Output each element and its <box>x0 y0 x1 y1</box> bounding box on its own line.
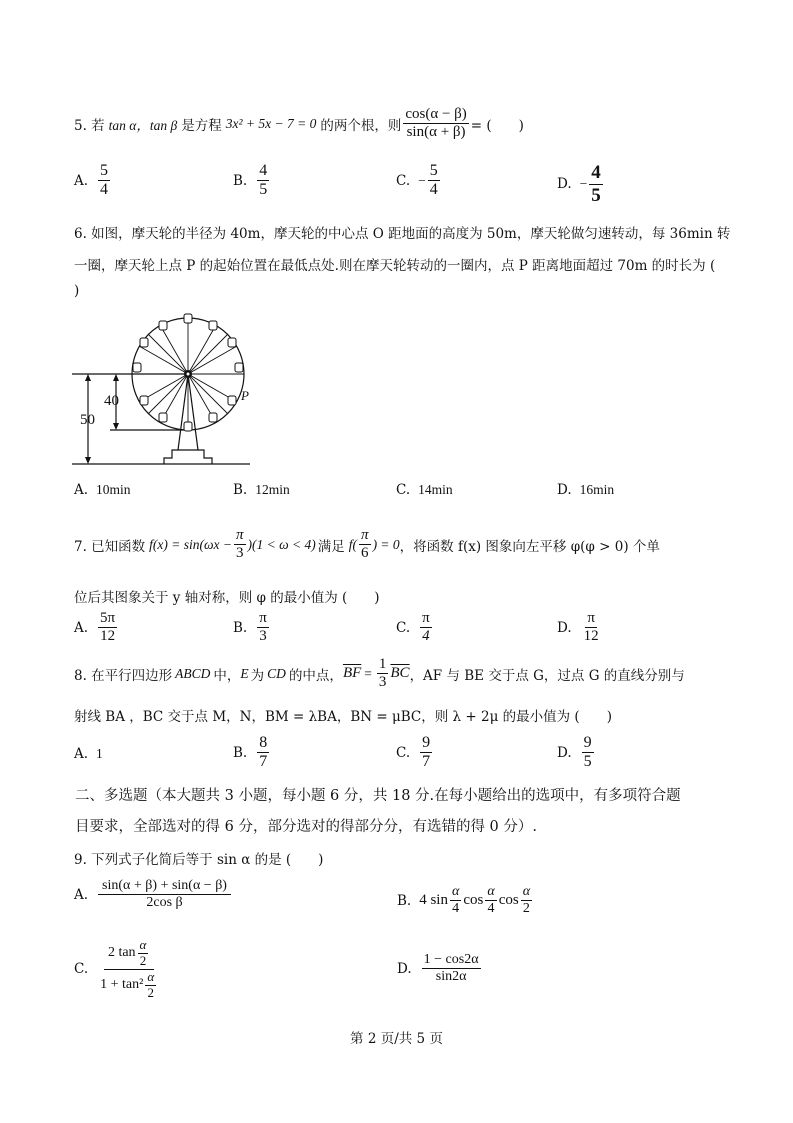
q6-option-b[interactable] <box>233 482 290 498</box>
q5-option-c[interactable]: C. − $\frac{5}{4}$ <box>396 162 438 199</box>
q7-f-frac: $\frac{\pi}{6}$ <box>361 527 369 562</box>
label-50: 50 <box>80 412 95 428</box>
option-label: A. <box>74 746 89 762</box>
q6-line3: ) <box>74 283 80 299</box>
option-fraction: $\frac{5}{4}$ <box>100 162 109 199</box>
option-text: 12min <box>255 482 290 497</box>
option-label: B. <box>233 744 248 761</box>
option-label: C. <box>74 961 89 978</box>
q9-option-d[interactable] <box>397 952 483 985</box>
wheel-base <box>164 450 212 464</box>
q8-eq: = <box>364 665 372 681</box>
q8-mid3: 的中点， <box>288 667 343 684</box>
q6-option-a[interactable] <box>74 482 131 498</box>
label-p: P <box>241 388 249 403</box>
q7-line2: 位后其图象关于 y 轴对称，则 φ 的最小值为 ( ) <box>74 590 380 606</box>
q8-option-c[interactable] <box>396 734 434 772</box>
ferris-wheel-figure <box>68 312 288 472</box>
q5-option-b[interactable] <box>233 162 271 200</box>
q7-stem <box>74 527 660 563</box>
q8-option-b[interactable] <box>233 734 271 772</box>
option-label: D. <box>557 176 572 193</box>
q8-mid1: 中， <box>213 667 241 684</box>
option-fraction: $\frac{\pi}{3}$ <box>259 610 267 645</box>
option-label: A. <box>74 172 89 189</box>
q8-mid4: ，AF 与 BE 交于点 G，过点 G 的直线分别与 <box>409 667 685 684</box>
q8-stem <box>74 656 685 692</box>
q8-vec-bf: $\overline{BF}$ <box>342 665 362 682</box>
q5-mid2: 的两个根，则 <box>320 117 402 134</box>
q8-option-a[interactable] <box>74 746 103 762</box>
option-label: B. <box>233 172 248 189</box>
option-label: A. <box>74 482 89 498</box>
option-label: C. <box>396 172 411 189</box>
q6-line1: 6. 如图，摩天轮的半径为 40m，摩天轮的中心点 O 距地面的高度为 50m，摩天轮做匀速转动，每 36min 转 <box>74 226 731 242</box>
option-label: D. <box>557 482 572 498</box>
option-label: C. <box>396 744 411 761</box>
option-text: 14min <box>418 482 453 497</box>
q6-option-c[interactable] <box>396 482 453 498</box>
option-fraction: $\frac{8}{7}$ <box>259 734 268 771</box>
q5-mid: 是方程 <box>181 117 222 134</box>
option-fraction: $\frac{9}{7}$ <box>422 734 431 771</box>
option-label: B. <box>397 892 412 909</box>
option-fraction: $\frac{\sin(\alpha + \beta) + \sin(\alpha - \beta)}{\text{2cos β}}$ <box>98 878 231 911</box>
q7-f-close: ) = 0 <box>372 536 400 552</box>
q5-tail: = ( ) <box>470 117 524 134</box>
q5-option-d[interactable]: D. − $\frac{4}{5}$ <box>557 162 601 206</box>
option-text: 10min <box>96 482 131 497</box>
q8-prefix: 8. 在平行四边形 <box>74 667 173 684</box>
q8-third: $\frac{1}{3}$ <box>378 656 387 691</box>
q8-abcd: ABCD <box>175 665 211 681</box>
q5-frac-num: cos(α − β) <box>403 106 468 124</box>
option-value: 1 <box>96 746 103 761</box>
q5-tan: tan α，tan β <box>108 117 178 133</box>
q7-cond: )(1 < ω < 4) <box>247 536 316 552</box>
option-fraction: $\frac{1 - \cos 2\alpha}{\sin 2\alpha}$ <box>423 952 479 985</box>
option-fraction: $\frac{4}{5}$ <box>591 162 601 206</box>
q6-line2: 一圈，摩天轮上点 P 的起始位置在最低点处.则在摩天轮转动的一圈内，点 P 距离地面超过 70m 的时长为 ( <box>74 258 716 274</box>
q8-line2: 射线 BA ，BC 交于点 M，N，BM = λBA，BN = μBC，则 λ + 2μ 的最小值为 ( ) <box>74 709 612 725</box>
q7-prefix: 7. 已知函数 <box>74 538 146 555</box>
label-40: 40 <box>104 393 119 409</box>
q8-mid2: 为 <box>250 667 265 684</box>
q7-option-b[interactable] <box>233 610 271 646</box>
option-label: C. <box>396 482 411 498</box>
q7-mid: 满足 <box>317 538 345 555</box>
option-label: D. <box>557 619 572 636</box>
q7-f-open: f( <box>348 536 358 552</box>
q5-equation: 3x² + 5x − 7 = 0 <box>225 115 317 131</box>
option-fraction: 2 tan $\frac{\alpha}{2}$ 1 + tan² $\frac{\alpha}{2}$ <box>100 937 155 1000</box>
option-label: A. <box>74 619 89 636</box>
q7-func: f(x) = sin(ωx − <box>149 536 233 552</box>
q9-option-c[interactable] <box>74 938 162 1001</box>
q7-option-a[interactable] <box>74 610 119 646</box>
support-leg-left <box>178 374 188 450</box>
option-label: A. <box>74 886 89 903</box>
q8-e: E <box>240 665 249 681</box>
section2-heading-line2: 目要求，全部选对的得 6 分，部分选对的得部分分，有选错的得 0 分）. <box>75 819 537 835</box>
q5-prefix: 5. 若 <box>74 117 105 134</box>
page-footer: 第 2 页/共 5 页 <box>350 1031 443 1047</box>
q5-frac-den: sin(α + β) <box>406 124 466 141</box>
section2-heading-line1: 二、多选题（本大题共 3 小题，每小题 6 分，共 18 分.在每小题给出的选项中，有多项符合题 <box>75 788 681 804</box>
option-label: B. <box>233 619 248 636</box>
q5-option-a[interactable] <box>74 162 112 200</box>
option-text: 16min <box>579 482 615 497</box>
q8-vec-bc: $\overline{BC}$ <box>390 665 410 682</box>
q8-option-d[interactable] <box>557 734 596 772</box>
q7-pi-frac: $\frac{\pi}{3}$ <box>236 527 244 562</box>
option-label: C. <box>396 619 411 636</box>
q9-stem: 9. 下列式子化简后等于 sin α 的是 ( ) <box>74 852 324 868</box>
q9-option-b[interactable]: B. 4 sin $\frac{\alpha}{4}$ cos $\frac{\alpha}{4}$ cos $\frac{\alpha}{2}$ <box>397 884 531 917</box>
q7-option-c[interactable] <box>396 610 434 646</box>
q7-option-d[interactable] <box>557 610 603 646</box>
q7-tail: ，将函数 f(x) 图象向左平移 φ(φ > 0) 个单 <box>399 538 660 555</box>
q9-option-a[interactable] <box>74 878 233 911</box>
option-label: D. <box>557 744 572 761</box>
q5-fraction <box>403 106 468 142</box>
option-fraction: $\frac{4}{5}$ <box>259 162 268 199</box>
q5-stem <box>74 106 524 142</box>
option-fraction: $\frac{\pi}{4}$ <box>422 610 430 645</box>
option-fraction: $\frac{9}{5}$ <box>583 734 592 771</box>
option-label: D. <box>397 960 412 977</box>
q6-option-d[interactable] <box>557 482 614 498</box>
option-fraction: $\frac{5}{4}$ <box>429 162 438 199</box>
support-leg-right <box>188 374 198 450</box>
option-fraction: $\frac{5\pi}{12}$ <box>100 610 116 645</box>
q8-cd: CD <box>267 665 286 681</box>
option-fraction: $\frac{\pi}{12}$ <box>583 610 599 645</box>
option-label: B. <box>233 482 248 498</box>
